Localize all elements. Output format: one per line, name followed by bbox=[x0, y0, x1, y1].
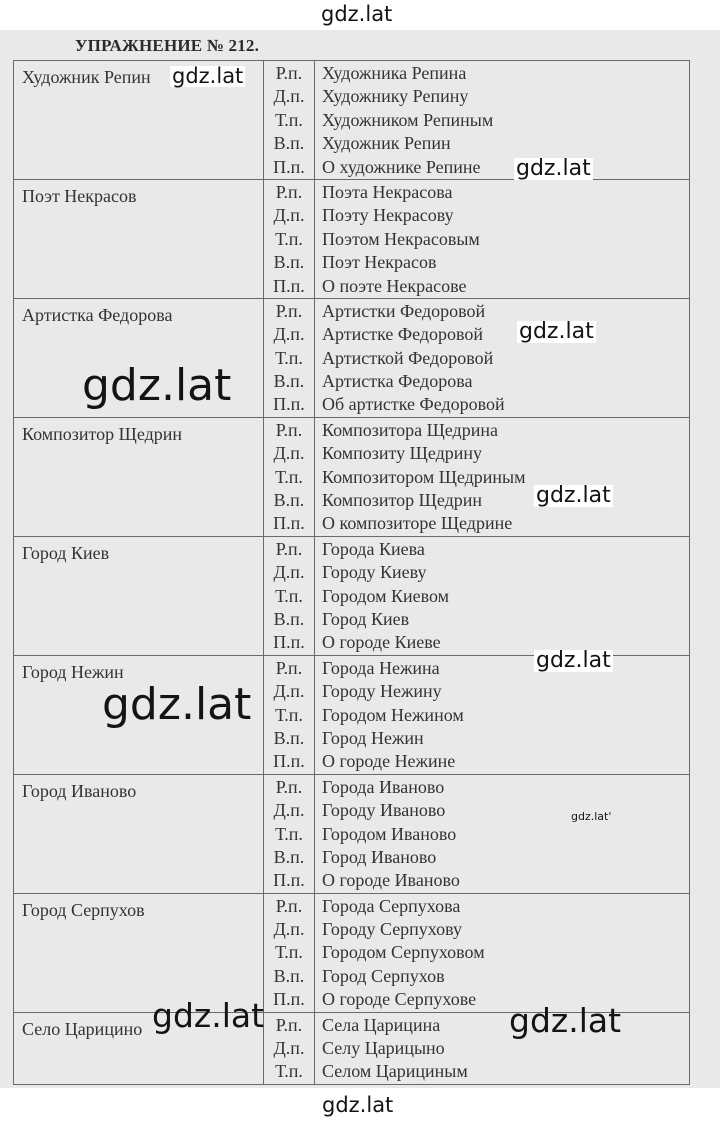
forms-cell bbox=[315, 298, 690, 417]
case-labels-cell bbox=[264, 893, 315, 1012]
declension-row bbox=[14, 179, 690, 298]
declension-table bbox=[13, 60, 690, 1085]
case-label: Т.п. bbox=[275, 347, 303, 368]
case-label: Д.п. bbox=[273, 919, 305, 940]
declined-form: Об артистке Федоровой bbox=[322, 394, 505, 415]
case-label: В.п. bbox=[273, 965, 305, 986]
declined-form: Городу Серпухову bbox=[322, 919, 463, 940]
forms-cell bbox=[315, 655, 690, 774]
declined-form: О поэте Некрасове bbox=[322, 275, 467, 296]
case-label: Р.п. bbox=[275, 181, 303, 202]
watermark: gdz.lat bbox=[519, 319, 594, 344]
case-label: В.п. bbox=[273, 846, 305, 867]
declined-form: Композитор Щедрин bbox=[322, 490, 482, 511]
case-label: В.п. bbox=[273, 371, 305, 392]
declined-form: Поэтом Некрасовым bbox=[322, 228, 480, 249]
declined-form: Города Киева bbox=[322, 538, 425, 559]
watermark: gdz.lat bbox=[536, 483, 611, 508]
declined-form: Художника Репина bbox=[322, 63, 467, 83]
declined-form: Селу Царицыно bbox=[322, 1038, 445, 1059]
declined-form: Композитора Щедрина bbox=[322, 419, 498, 440]
case-label: Д.п. bbox=[273, 681, 305, 702]
declension-row bbox=[14, 774, 690, 893]
forms-cell bbox=[315, 893, 690, 1012]
declined-form: О художнике Репине bbox=[322, 156, 481, 177]
declined-form: Художник Репин bbox=[322, 133, 451, 154]
declined-form: Композитором Щедриным bbox=[322, 466, 526, 487]
forms-cell bbox=[315, 1012, 690, 1084]
case-label: Р.п. bbox=[275, 1014, 303, 1035]
case-label: Р.п. bbox=[275, 300, 303, 321]
declined-form: Город Иваново bbox=[322, 846, 437, 867]
case-labels-cell bbox=[264, 774, 315, 893]
case-label: Д.п. bbox=[273, 324, 305, 345]
declined-form: О городе Серпухове bbox=[322, 989, 477, 1010]
case-label: П.п. bbox=[273, 751, 305, 772]
forms-cell bbox=[315, 61, 690, 180]
case-label: П.п. bbox=[273, 513, 305, 534]
declined-form: Городом Серпуховом bbox=[322, 942, 485, 963]
case-label: Т.п. bbox=[275, 823, 303, 844]
watermark: gdz.lat bbox=[172, 64, 244, 88]
watermark: gdz.lat bbox=[516, 156, 591, 181]
case-label: П.п. bbox=[273, 989, 305, 1010]
case-label: Т.п. bbox=[275, 109, 303, 130]
declined-form: Городу Нежину bbox=[322, 681, 442, 702]
case-label: Д.п. bbox=[273, 562, 305, 583]
declined-form: Города Иваново bbox=[322, 776, 445, 797]
declined-form: Поэта Некрасова bbox=[322, 181, 453, 202]
case-label: П.п. bbox=[273, 394, 305, 415]
declined-form: О городе Нежине bbox=[322, 751, 456, 772]
case-label: В.п. bbox=[273, 490, 305, 511]
declined-form: Городом Иваново bbox=[322, 823, 457, 844]
watermark: gdz.lat bbox=[152, 996, 265, 1035]
case-label: В.п. bbox=[273, 133, 305, 154]
case-labels-cell bbox=[264, 536, 315, 655]
forms-cell bbox=[315, 774, 690, 893]
case-label: Т.п. bbox=[275, 704, 303, 725]
declined-form: Городом Киевом bbox=[322, 585, 450, 606]
case-label: Р.п. bbox=[275, 419, 303, 440]
noun-cell: Художник Репин bbox=[14, 61, 264, 180]
case-label: П.п. bbox=[273, 156, 305, 177]
declined-form: Поэту Некрасову bbox=[322, 205, 454, 226]
case-label: Д.п. bbox=[273, 443, 305, 464]
noun-cell: Город Нежин bbox=[14, 655, 264, 774]
case-labels-cell bbox=[264, 655, 315, 774]
declined-form: О городе Иваново bbox=[322, 870, 460, 891]
declined-form: Села Царицина bbox=[322, 1014, 441, 1035]
declension-row bbox=[14, 417, 690, 536]
case-label: Т.п. bbox=[275, 466, 303, 487]
case-label: Т.п. bbox=[275, 1061, 303, 1082]
watermark-top: gdz.lat bbox=[321, 2, 393, 26]
exercise-title: УПРАЖНЕНИЕ № 212. bbox=[75, 36, 260, 55]
declined-form: Город Серпухов bbox=[322, 965, 445, 986]
declined-form: Селом Царициным bbox=[322, 1061, 468, 1082]
case-label: Р.п. bbox=[275, 776, 303, 797]
declined-form: Города Серпухова bbox=[322, 895, 461, 916]
forms-cell bbox=[315, 417, 690, 536]
case-label: Р.п. bbox=[275, 657, 303, 678]
declined-form: Город Нежин bbox=[322, 727, 424, 748]
case-label: Р.п. bbox=[275, 63, 303, 83]
declined-form: Города Нежина bbox=[322, 657, 440, 678]
declined-form: Артистка Федорова bbox=[322, 371, 473, 392]
case-labels-cell bbox=[264, 417, 315, 536]
declined-form: Художником Репиным bbox=[322, 109, 494, 130]
case-label: П.п. bbox=[273, 632, 305, 653]
noun-cell: Поэт Некрасов bbox=[14, 179, 264, 298]
case-label: В.п. bbox=[273, 727, 305, 748]
watermark: gdz.lat' bbox=[571, 810, 612, 823]
case-label: Т.п. bbox=[275, 585, 303, 606]
declined-form: Артистки Федоровой bbox=[322, 300, 486, 321]
declension-row bbox=[14, 536, 690, 655]
case-label: Д.п. bbox=[273, 800, 305, 821]
case-labels-cell bbox=[264, 298, 315, 417]
noun-cell: Город Киев bbox=[14, 536, 264, 655]
forms-cell bbox=[315, 536, 690, 655]
case-labels-cell bbox=[264, 179, 315, 298]
case-label: П.п. bbox=[273, 870, 305, 891]
noun-cell: Артистка Федорова bbox=[14, 298, 264, 417]
case-label: Д.п. bbox=[273, 1038, 305, 1059]
declined-form: Городом Нежином bbox=[322, 704, 464, 725]
watermark: gdz.lat bbox=[536, 648, 611, 673]
case-label: Р.п. bbox=[275, 895, 303, 916]
case-label: Т.п. bbox=[275, 228, 303, 249]
declension-row bbox=[14, 893, 690, 1012]
declined-form: Художнику Репину bbox=[322, 86, 469, 107]
case-label: Т.п. bbox=[275, 942, 303, 963]
case-label: Д.п. bbox=[273, 86, 305, 107]
declined-form: Артистке Федоровой bbox=[322, 324, 484, 345]
case-labels-cell bbox=[264, 61, 315, 180]
case-label: Д.п. bbox=[273, 205, 305, 226]
declined-form: Композиту Щедрину bbox=[322, 443, 482, 464]
case-labels-cell bbox=[264, 1012, 315, 1084]
declined-form: Городу Киеву bbox=[322, 562, 427, 583]
declined-form: Город Киев bbox=[322, 608, 410, 629]
declined-form: Артисткой Федоровой bbox=[322, 347, 494, 368]
case-label: В.п. bbox=[273, 252, 305, 273]
forms-cell bbox=[315, 179, 690, 298]
declined-form: Поэт Некрасов bbox=[322, 252, 437, 273]
noun-cell: Село Царицино bbox=[14, 1012, 264, 1084]
noun-cell: Город Иваново bbox=[14, 774, 264, 893]
noun-cell: Город Серпухов bbox=[14, 893, 264, 1012]
watermark: gdz.lat bbox=[509, 1001, 622, 1040]
case-label: П.п. bbox=[273, 275, 305, 296]
watermark: gdz.lat bbox=[102, 679, 252, 730]
noun-cell: Композитор Щедрин bbox=[14, 417, 264, 536]
watermark: gdz.lat bbox=[82, 360, 232, 411]
declined-form: О композиторе Щедрине bbox=[322, 513, 513, 534]
watermark-bottom: gdz.lat bbox=[322, 1093, 394, 1117]
case-label: В.п. bbox=[273, 608, 305, 629]
declined-form: Городу Иваново bbox=[322, 800, 446, 821]
case-label: Р.п. bbox=[275, 538, 303, 559]
declined-form: О городе Киеве bbox=[322, 632, 441, 653]
